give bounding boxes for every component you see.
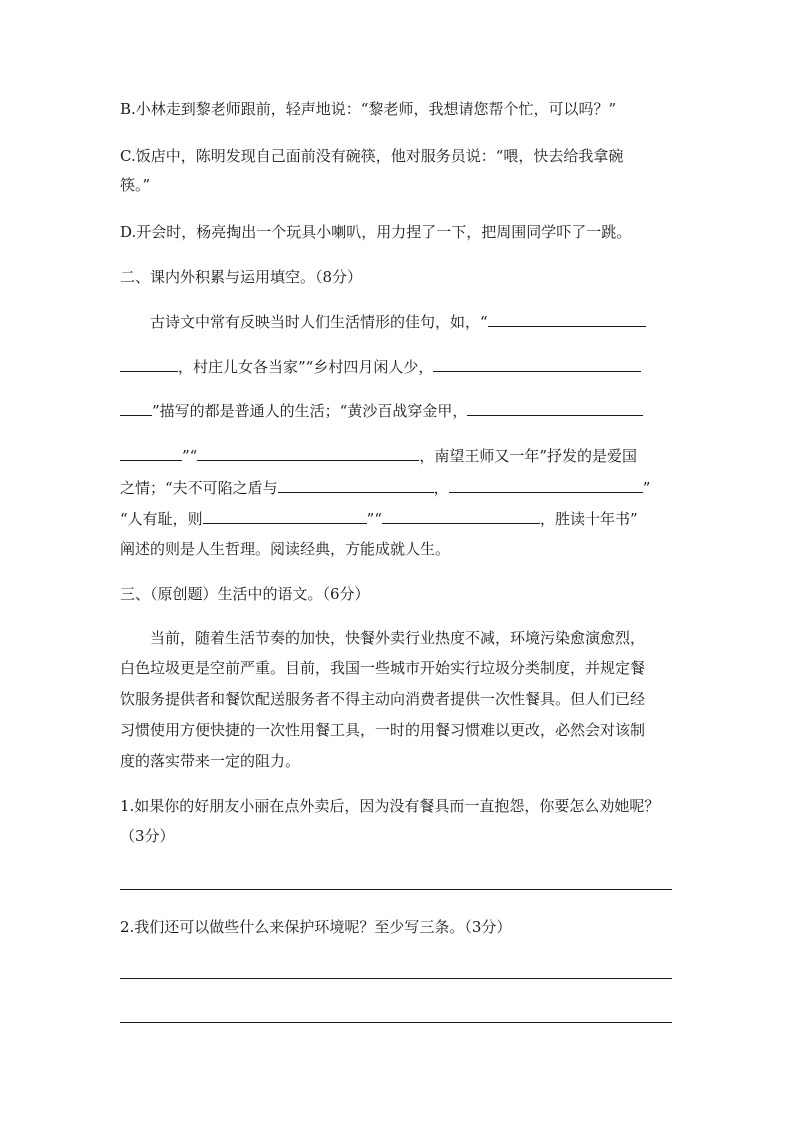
answer-line-3[interactable] xyxy=(120,1022,672,1023)
option-d: D.开会时，杨亮掏出一个玩具小喇叭，用力捏了一下，把周围同学吓了一跳。 xyxy=(120,223,632,241)
passage-line-5: 度的落实带来一定的阻力。 xyxy=(120,752,301,770)
section2-heading: 二、课内外积累与运用填空。（8分） xyxy=(120,268,363,286)
question-2: 2.我们还可以做些什么来保护环境呢？至少写三条。（3分） xyxy=(120,918,512,936)
option-c-line2: 筷。” xyxy=(120,176,151,194)
poem-line-1 xyxy=(150,312,646,332)
poem-text: 古诗文中常有反映当时人们生活情形的佳句，如，“ xyxy=(150,313,488,331)
poem-line-7: 阐述的则是人生哲理。阅读经典，方能成就人生。 xyxy=(120,540,451,558)
passage-line-3: 饮服务提供者和餐饮配送服务者不得主动向消费者提供一次性餐具。但人们已经 xyxy=(120,690,646,708)
blank-11[interactable] xyxy=(382,509,540,524)
poem-line-6 xyxy=(120,509,638,529)
poem-text: ，南望王师又一年”抒发的是爱国 xyxy=(419,447,638,465)
poem-text: ”描写的都是普通人的生活；“黄沙百战穿金甲， xyxy=(152,402,468,420)
poem-line-3 xyxy=(120,401,643,421)
blank-9[interactable] xyxy=(449,478,643,493)
blank-5[interactable] xyxy=(467,401,643,416)
answer-line-1[interactable] xyxy=(120,889,672,890)
poem-line-2 xyxy=(120,357,641,377)
blank-3[interactable] xyxy=(433,357,641,372)
section3-heading: 三、（原创题）生活中的语文。（6分） xyxy=(120,585,370,603)
poem-text: “人有耻，则 xyxy=(120,510,203,528)
option-b: B.小林走到黎老师跟前，轻声地说：“黎老师，我想请您帮个忙，可以吗？” xyxy=(120,100,617,118)
poem-text: ，胜读十年书” xyxy=(540,510,638,528)
blank-4[interactable] xyxy=(120,401,152,416)
poem-text: ”“ xyxy=(366,510,383,528)
passage-line-1: 当前，随着生活节奏的加快，快餐外卖行业热度不减，环境污染愈演愈烈， xyxy=(150,629,646,647)
question-1-line1: 1.如果你的好朋友小丽在点外卖后，因为没有餐具而一直抱怨，你要怎么劝她呢？ xyxy=(120,797,660,815)
poem-text: ，村庄儿女各当家”“乡村四月闲人少， xyxy=(178,358,434,376)
blank-7[interactable] xyxy=(197,446,419,461)
blank-2[interactable] xyxy=(120,357,178,372)
question-1-line2: （3分） xyxy=(120,827,175,845)
poem-text: ， xyxy=(433,479,449,497)
poem-line-4 xyxy=(120,446,637,466)
poem-line-5 xyxy=(120,478,650,498)
blank-6[interactable] xyxy=(120,446,182,461)
poem-text: ” xyxy=(642,479,651,497)
passage-line-4: 习惯使用方便快捷的一次性用餐工具，一时的用餐习惯难以更改，必然会对该制 xyxy=(120,721,646,739)
blank-1[interactable] xyxy=(488,312,646,327)
blank-8[interactable] xyxy=(278,478,434,493)
passage-line-2: 白色垃圾更是空前严重。目前，我国一些城市开始实行垃圾分类制度，并规定餐 xyxy=(120,659,646,677)
poem-text: ”“ xyxy=(182,447,198,465)
poem-text: 之情；“夫不可陷之盾与 xyxy=(120,479,278,497)
blank-10[interactable] xyxy=(203,509,367,524)
option-c-line1: C.饭店中，陈明发现自己面前没有碗筷，他对服务员说：“喂，快去给我拿碗 xyxy=(120,147,624,165)
answer-line-2[interactable] xyxy=(120,978,672,979)
